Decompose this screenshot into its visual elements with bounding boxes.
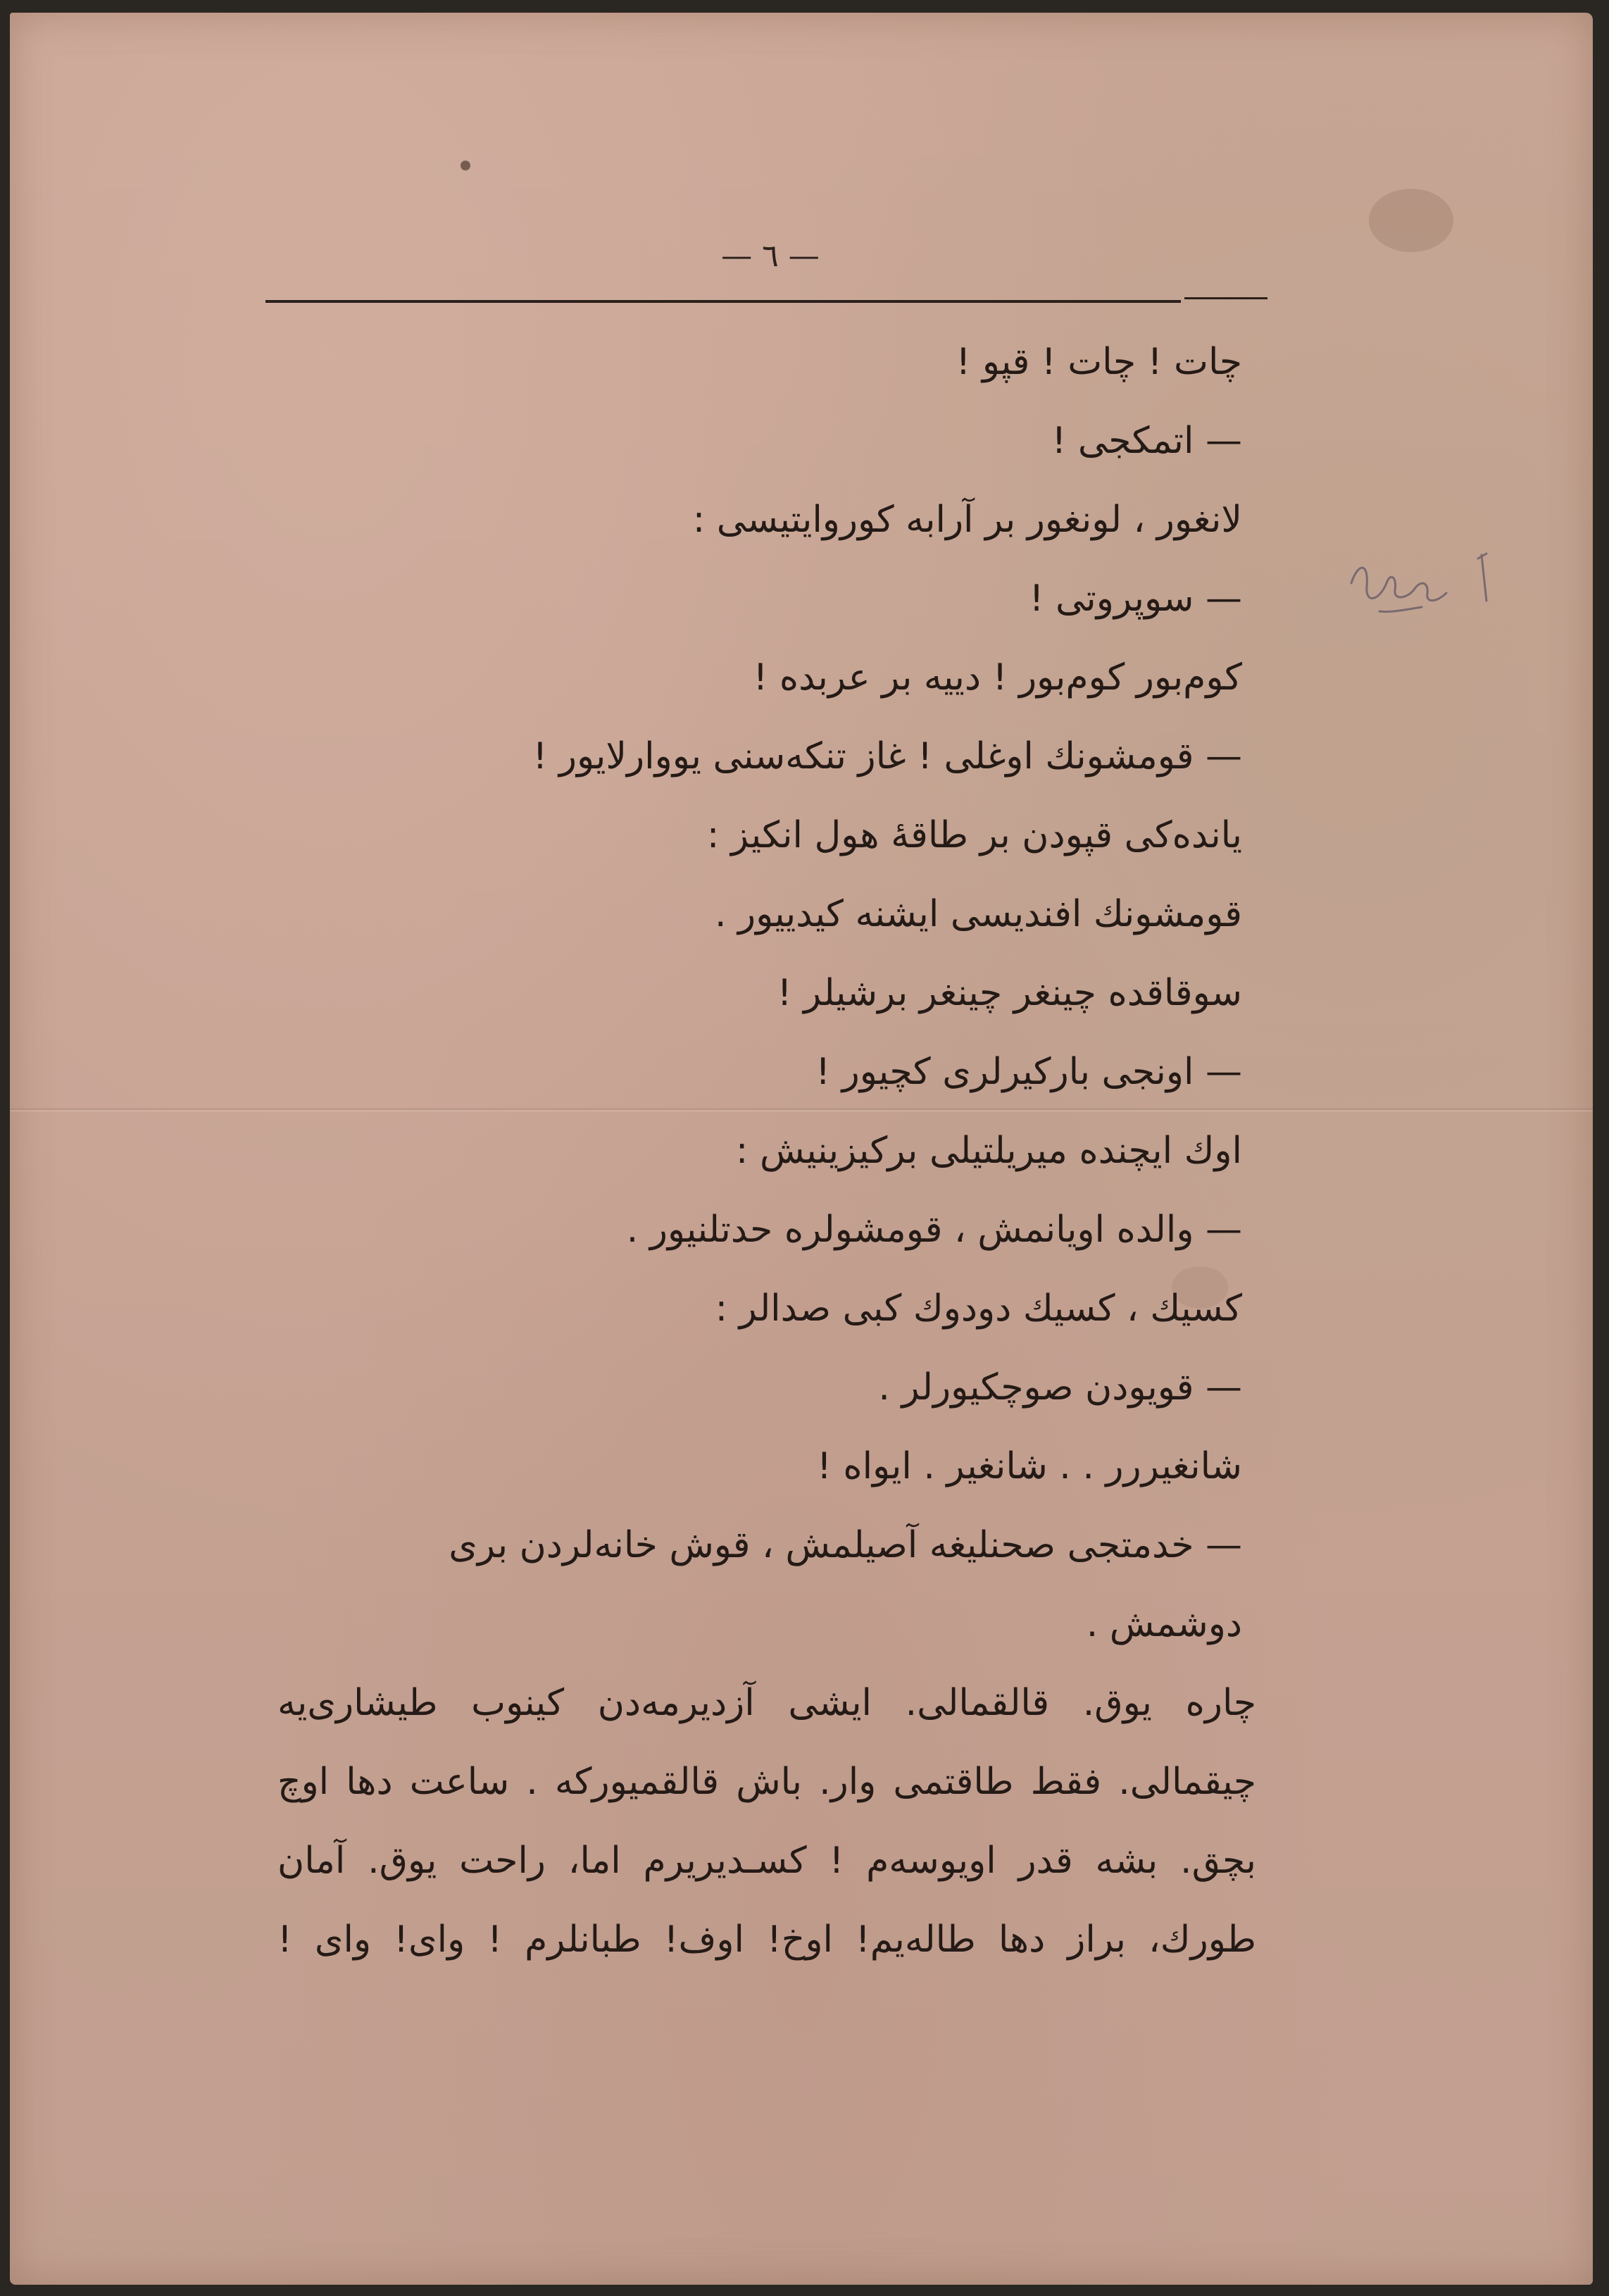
- text-line: — اونجی بارکیرلری کچیور !: [815, 1051, 1242, 1093]
- paper-speck: [461, 161, 470, 170]
- paragraph-line: طورك، براز دها طاله‌یم! اوخ! اوف! طبانلرم ! وای! وای !: [277, 1918, 1256, 1961]
- text-line: اوك ایچنده میریلتیلی برکیزینیش :: [735, 1130, 1242, 1172]
- text-line: — قویودن صوچکیورلر .: [878, 1366, 1242, 1409]
- text-line: — قومشونك اوغلی ! غاز تنکه‌سنی یووارلایور !: [532, 735, 1242, 778]
- page-number: — ٦ —: [721, 238, 820, 274]
- paragraph-line: چاره یوق. قالقمالی. ایشی آزدیرمه‌دن کینوب طیشاری‌یه: [277, 1682, 1256, 1724]
- text-line: کوم‌بور کوم‌بور ! دییه بر عربده !: [753, 656, 1242, 699]
- pencil-scribble-icon: [1337, 534, 1520, 639]
- text-line: — والده اویانمش ، قومشولره حدتلنیور .: [626, 1209, 1242, 1251]
- header-rule: [265, 300, 1181, 303]
- text-line: قومشونك افندیسی ایشنه کیدییور .: [714, 893, 1242, 935]
- header-rule-end: [1184, 297, 1267, 299]
- paper-page: [10, 13, 1593, 2285]
- paragraph-line: چیقمالی. فقط طاقتمی وار. باش قالقمیورکه . ساعت دها اوچ: [277, 1761, 1256, 1803]
- text-line: — خدمتجی صحنلیغه آصیلمش ، قوش خانه‌لردن بری: [449, 1524, 1242, 1566]
- handwritten-margin-note: [1337, 534, 1520, 639]
- text-line: چات ! چات ! قپو !: [956, 341, 1242, 383]
- paragraph-line: بچق. بشه قدر اویوسه‌م ! کسـدیریرم اما، راحت یوق. آمان: [277, 1840, 1256, 1882]
- text-line: — سوپروتی !: [1029, 578, 1242, 620]
- text-line: لانغور ، لونغور بر آرابه کوروایتیسی :: [692, 499, 1242, 541]
- text-line: سوقاقده چینغر چینغر برشیلر !: [777, 972, 1242, 1014]
- text-line: کسیك ، کسیك دودوك کبی صدالر :: [715, 1287, 1242, 1330]
- text-line: یانده‌کی قپودن بر طاقهٔ هول انکیز :: [706, 814, 1242, 856]
- text-line: شانغیررر . . شانغیر . ایواه !: [816, 1445, 1242, 1487]
- paper-stain: [1369, 189, 1453, 252]
- text-line: — اتمکجی !: [1051, 420, 1242, 462]
- poem-text: [277, 323, 1256, 1979]
- text-line: دوشمش .: [1086, 1603, 1242, 1645]
